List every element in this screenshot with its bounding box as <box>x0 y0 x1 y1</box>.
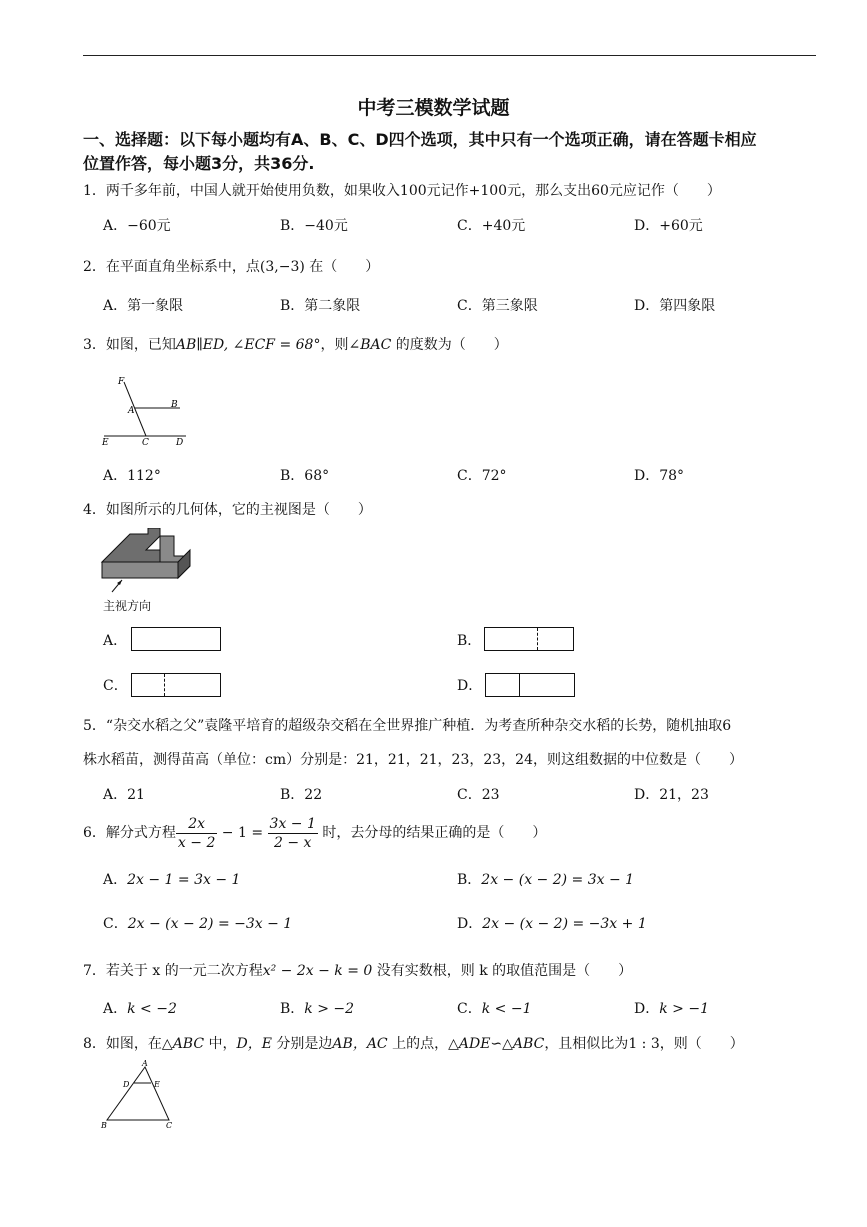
q6-option-a-math: 2x − 1 = 3x − 1 <box>127 872 241 888</box>
q4-option-d-label: D． <box>457 678 483 694</box>
question-1-stem: 1．两千多年前，中国人就开始使用负数，如果收入100元记作+100元，那么支出60元应记作（ ） <box>83 183 721 199</box>
section-heading-line1: 一、选择题：以下每小题均有A、B、C、D四个选项，其中只有一个选项正确，请在答题卡相应 <box>83 130 757 149</box>
label-e: E <box>154 1080 160 1089</box>
q7-equation: x² − 2x − k = 0 <box>262 963 373 979</box>
question-7-stem <box>83 961 823 981</box>
dashed-line <box>537 628 538 650</box>
q2-stem-b: 在（ ） <box>304 259 380 275</box>
solid-top <box>102 528 160 562</box>
q4-option-b-figure <box>484 627 574 651</box>
q2-stem-a: 2．在平面直角坐标系中，点 <box>83 259 260 275</box>
q7-option-c-label: C． <box>457 1001 482 1017</box>
label-d: D <box>123 1080 130 1089</box>
q8-triangle: △ABC <box>161 1036 205 1052</box>
q8-sides: AB，AC <box>332 1036 388 1052</box>
q6-frac2-den: 2 − x <box>273 834 312 851</box>
q7-option-d-math: k > −1 <box>659 1001 709 1017</box>
q4-option-a-label: A． <box>103 633 128 649</box>
q6-frac1-den: x − 2 <box>177 834 216 851</box>
q3-figure <box>98 372 198 448</box>
q6-option-b-label: B． <box>457 872 482 888</box>
label-b: B <box>101 1121 107 1130</box>
q8-ratio: 1 : 3 <box>628 1036 660 1052</box>
q6-stem-a: 6．解分式方程 <box>83 825 176 841</box>
q6-stem-b: 时，去分母的结果正确的是（ ） <box>317 825 547 841</box>
q3-relation: AB∥ED, ∠ECF = 68° <box>175 337 321 353</box>
q7-option-d-label: D． <box>634 1001 660 1017</box>
section-heading-line2: 位置作答，每小题3分，共36分. <box>83 154 315 173</box>
q3-stem-a: 3．如图，已知 <box>83 337 176 353</box>
q6-fraction-left <box>176 815 217 852</box>
q7-option-b <box>280 999 354 1019</box>
q7-option-d <box>634 999 709 1019</box>
q6-frac2-num: 3x − 1 <box>269 815 316 832</box>
q4-option-c-label: C． <box>103 678 128 694</box>
q5-option-d: D．21，23 <box>634 787 709 803</box>
q8-similarity: △ADE∽△ABC <box>448 1036 545 1052</box>
q8-stem-f: ，则（ ） <box>659 1036 744 1052</box>
q3-angle: ∠BAC <box>348 337 392 353</box>
question-2-stem <box>83 257 823 277</box>
question-6-stem <box>83 814 823 852</box>
q8-stem-b: 中， <box>204 1036 237 1052</box>
q2-option-c: C．第三象限 <box>457 298 538 314</box>
q2-option-d: D．第四象限 <box>634 298 716 314</box>
label-e: E <box>102 438 109 448</box>
question-4-stem: 4．如图所示的几何体，它的主视图是（ ） <box>83 502 372 518</box>
question-3-stem <box>83 335 823 355</box>
q8-triangle-figure <box>98 1058 178 1130</box>
q7-stem-a: 7．若关于 x 的一元二次方程 <box>83 963 263 979</box>
q4-option-d-figure <box>485 673 575 697</box>
label-f: F <box>118 377 125 387</box>
solid-line <box>519 674 520 696</box>
label-c: C <box>166 1121 173 1130</box>
q8-points: D，E <box>236 1036 272 1052</box>
q7-option-b-label: B． <box>280 1001 305 1017</box>
q7-stem-b: 没有实数根，则 k 的取值范围是（ ） <box>372 963 633 979</box>
q2-option-a: A．第一象限 <box>103 298 184 314</box>
question-8-stem <box>83 1034 823 1054</box>
question-5-line1: 5．“杂交水稻之父”袁隆平培育的超级杂交稻在全世界推广种植．为考查所种杂交水稻的长势，随机抽取6 <box>83 718 732 734</box>
q6-option-b-math: 2x − (x − 2) = 3x − 1 <box>481 872 635 888</box>
label-a: A <box>142 1059 148 1068</box>
q6-option-d-label: D． <box>457 916 483 932</box>
q7-option-a <box>103 999 177 1019</box>
label-c: C <box>142 438 149 448</box>
q1-option-a: A．−60元 <box>103 218 171 234</box>
q6-option-c <box>103 914 292 934</box>
q1-option-d: D．+60元 <box>634 218 703 234</box>
q6-option-c-label: C． <box>103 916 128 932</box>
q6-option-b <box>457 870 634 890</box>
q5-option-c: C．23 <box>457 787 500 803</box>
q1-option-c: C．+40元 <box>457 218 526 234</box>
q8-stem-c: 分别是边 <box>271 1036 333 1052</box>
q7-option-c <box>457 999 531 1019</box>
label-a: A <box>128 406 135 416</box>
q3-stem-c: 的度数为（ ） <box>391 337 508 353</box>
q7-option-a-math: k < −2 <box>127 1001 177 1017</box>
q6-option-c-math: 2x − (x − 2) = −3x − 1 <box>127 916 293 932</box>
q8-stem-a: 8．如图，在 <box>83 1036 162 1052</box>
q6-option-d-math: 2x − (x − 2) = −3x + 1 <box>482 916 647 932</box>
q6-option-a-label: A． <box>103 872 128 888</box>
q3-option-b: B．68° <box>280 468 330 484</box>
question-5-line2: 株水稻苗，测得苗高（单位：cm）分别是：21，21，21，23，23，24，则这组数据的中位数是（ ） <box>83 752 744 768</box>
dashed-line <box>164 674 165 696</box>
q6-mid: − 1 = <box>217 825 268 841</box>
q7-option-c-math: k < −1 <box>481 1001 532 1017</box>
q4-solid-figure <box>100 528 196 594</box>
label-d: D <box>176 438 184 448</box>
q3-stem-b: ，则 <box>320 337 349 353</box>
q1-option-b: B．−40元 <box>280 218 348 234</box>
q4-option-c-figure <box>131 673 221 697</box>
triangle-abc <box>107 1067 169 1120</box>
q6-fraction-right <box>268 815 318 852</box>
q2-option-b: B．第二象限 <box>280 298 361 314</box>
q6-frac1-num: 2x <box>176 815 217 834</box>
q6-option-d <box>457 914 647 934</box>
page-title: 中考三模数学试题 <box>357 97 510 119</box>
q8-stem-e: ，且相似比为 <box>544 1036 629 1052</box>
q5-option-b: B．22 <box>280 787 323 803</box>
q4-option-a-figure <box>131 627 221 651</box>
header-rule <box>83 55 816 56</box>
q5-option-a: A．21 <box>103 787 145 803</box>
q7-option-a-label: A． <box>103 1001 128 1017</box>
q3-option-d: D．78° <box>634 468 685 484</box>
q4-option-b-label: B． <box>457 633 482 649</box>
label-b: B <box>171 400 178 410</box>
q2-point: (3,−3) <box>259 259 305 275</box>
q4-view-caption: 主视方向 <box>103 599 152 613</box>
solid-side <box>178 550 190 578</box>
q8-stem-d: 上的点， <box>387 1036 449 1052</box>
q6-option-a <box>103 870 240 890</box>
view-arrow-head <box>117 580 122 585</box>
q7-option-b-math: k > −2 <box>304 1001 355 1017</box>
q3-option-c: C．72° <box>457 468 507 484</box>
q3-option-a: A．112° <box>103 468 161 484</box>
